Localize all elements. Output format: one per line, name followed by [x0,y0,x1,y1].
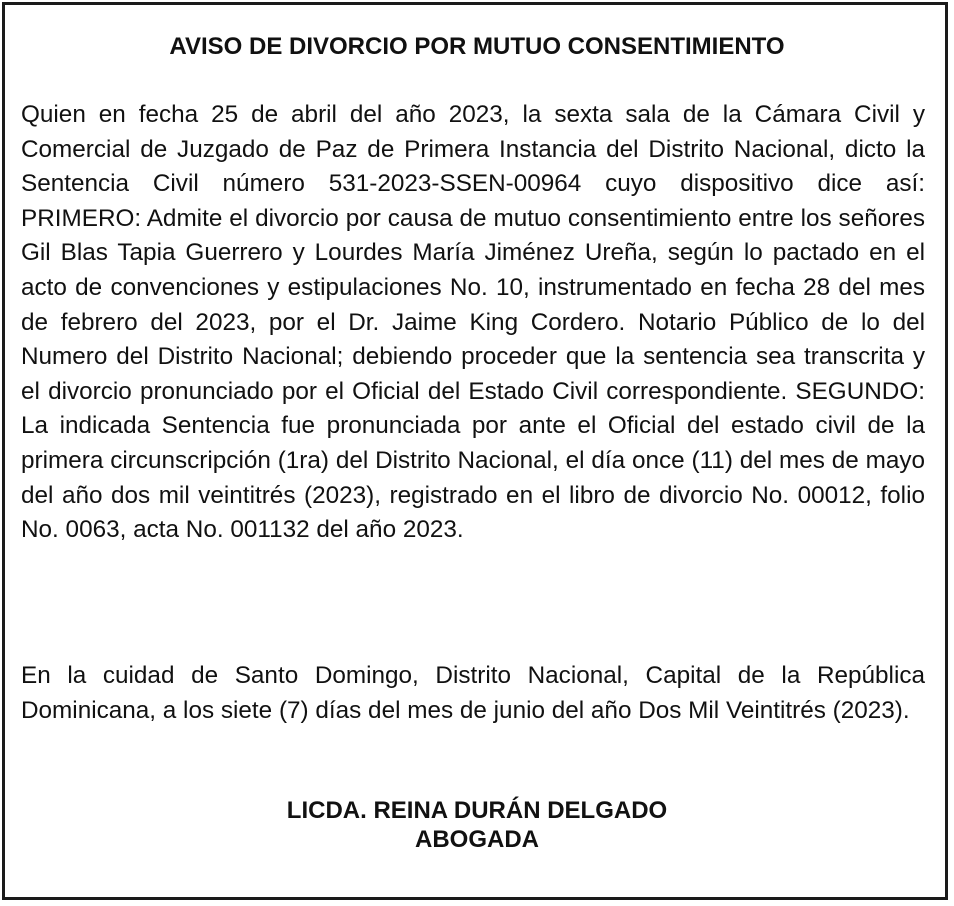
signature-role: ABOGADA [415,826,539,853]
signature-block [0,796,954,854]
notice-paragraph-place-date: En la cuidad de Santo Domingo, Distrito Nacional, Capital de la República Dominicana, a los siete (7) días del mes de junio del año Dos Mil Veintitrés (2023). [21,662,925,724]
notice-paragraph-ruling: Quien en fecha 25 de abril del año 2023, la sexta sala de la Cámara Civil y Comercial de Juzgado de Paz de Primera Instancia del Distrito Nacional, dicto la Sentencia Civil número 531-2023-SSEN-00964 cuyo dispositivo dice así: PRIMERO: Admite el divorcio por causa de mutuo consentimiento entre los señores Gil Blas Tapia Guerrero y Lourdes María Jiménez Ureña, según lo pactado en el acto de convenciones y estipulaciones No. 10, instrumentado en fecha 28 del mes de febrero del 2023, por el Dr. Jaime King Cordero. Notario Público de lo del Numero del Distrito Nacional; debiendo proceder que la sentencia sea transcrita y el divorcio pronunciado por el Oficial del Estado Civil correspondiente. SEGUNDO: La indicada Sentencia fue pronunciada por ante el Oficial del estado civil de la primera circunscripción (1ra) del Distrito Nacional, el día once (11) del mes de mayo del año dos mil veintitrés (2023), registrado en el libro de divorcio No. 00012, folio No. 0063, acta No. 001132 del año 2023. [21,101,925,544]
signature-name: LICDA. REINA DURÁN DELGADO [286,797,668,824]
notice-title: AVISO DE DIVORCIO POR MUTUO CONSENTIMIENTO [169,33,785,60]
